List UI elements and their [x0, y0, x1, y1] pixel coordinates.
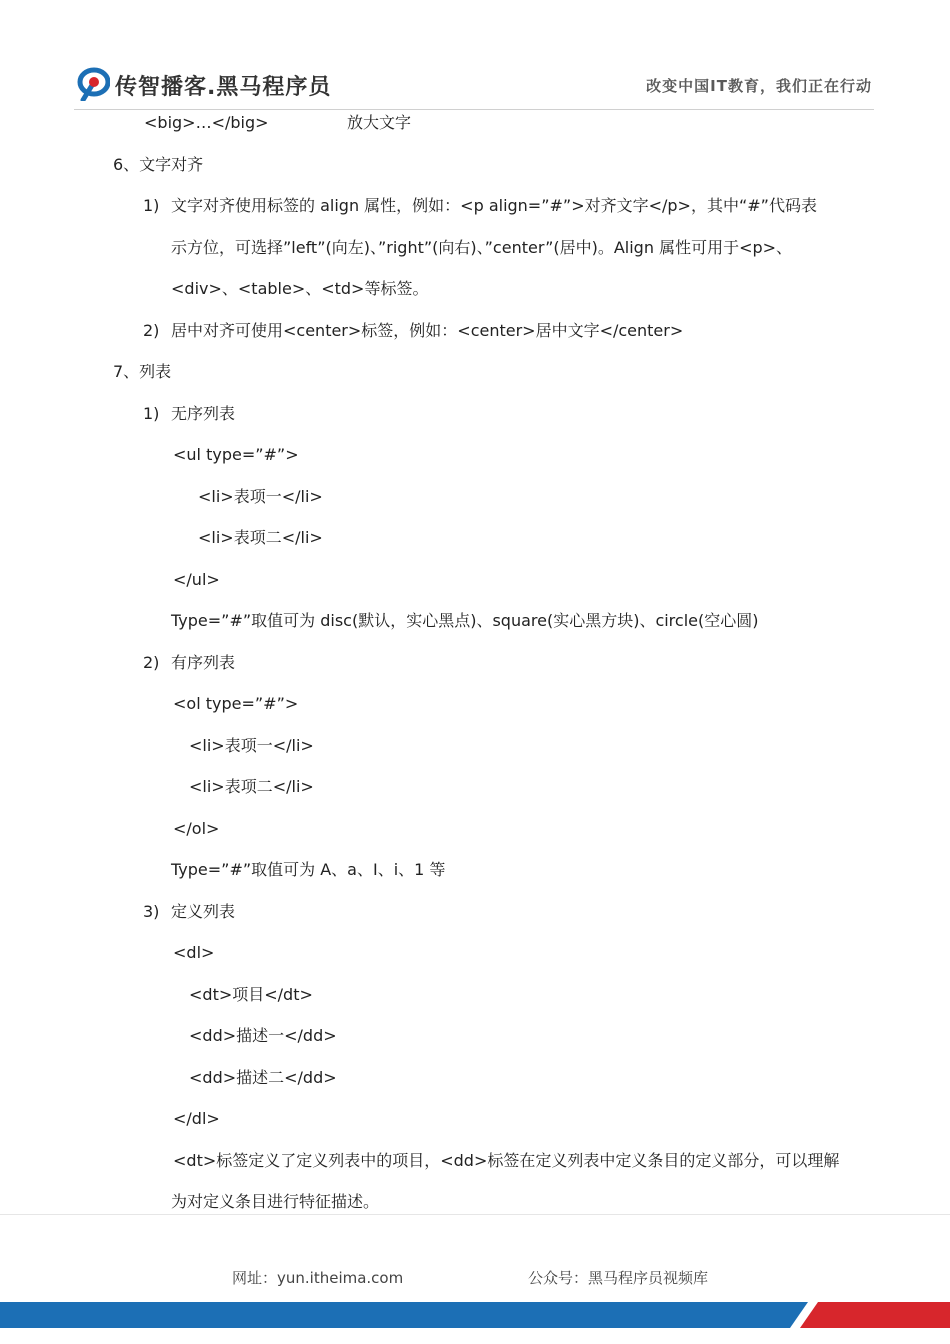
item-number: 1) — [143, 196, 160, 215]
code-line: <dd>描述一</dd> — [189, 1026, 337, 1045]
footer-website: 网址：yun.itheima.com — [232, 1269, 404, 1287]
paragraph-line: Type=”#”取值可为 A、a、I、i、1 等 — [171, 860, 446, 879]
paragraph-line: 文字对齐使用标签的 align 属性，例如：<p align=”#”>对齐文字</p>，其中“#”代码表 — [171, 196, 817, 215]
code-line: <li>表项二</li> — [189, 777, 314, 796]
code-line: <big>…</big> — [144, 113, 269, 132]
paragraph-line: <dt>标签定义了定义列表中的项目，<dd>标签在定义列表中定义条目的定义部分，可以理解 — [173, 1151, 840, 1170]
code-line: <ol type=”#”> — [173, 694, 299, 713]
footer-wechat: 公众号：黑马程序员视频库 — [528, 1269, 709, 1287]
paragraph-line: 示方位，可选择”left”(向左)、”right”(向右)、”center”(居中)。Align 属性可用于<p>、 — [171, 238, 793, 257]
code-line: <ul type=”#”> — [173, 445, 299, 464]
code-line: <li>表项一</li> — [198, 487, 323, 506]
subsection-title: 定义列表 — [171, 902, 236, 921]
code-line: </ol> — [173, 819, 220, 838]
brand-name: 传智播客.黑马程序员 — [115, 75, 332, 100]
code-line: <li>表项二</li> — [198, 528, 323, 547]
section-heading: 7、列表 — [113, 362, 172, 381]
item-number: 1) — [143, 404, 160, 423]
brand-slogan: 改变中国IT教育，我们正在行动 — [646, 77, 872, 95]
item-number: 2) — [143, 321, 160, 340]
description-text: 放大文字 — [347, 113, 412, 132]
code-line: <li>表项一</li> — [189, 736, 314, 755]
code-line: <dl> — [173, 943, 215, 962]
paragraph-line: 为对定义条目进行特征描述。 — [171, 1192, 380, 1211]
section-heading: 6、文字对齐 — [113, 155, 204, 174]
paragraph-line: Type=”#”取值可为 disc(默认，实心黑点)、square(实心黑方块)、circle(空心圆) — [171, 611, 759, 630]
subsection-title: 有序列表 — [171, 653, 236, 672]
code-line: <dd>描述二</dd> — [189, 1068, 337, 1087]
paragraph-line: 居中对齐可使用<center>标签，例如：<center>居中文字</center> — [171, 321, 684, 340]
code-line: </ul> — [173, 570, 220, 589]
item-number: 3) — [143, 902, 160, 921]
footer-stripe — [0, 1300, 950, 1344]
item-number: 2) — [143, 653, 160, 672]
paragraph-line: <div>、<table>、<td>等标签。 — [171, 279, 429, 298]
code-line: </dl> — [173, 1109, 220, 1128]
footer-divider — [0, 1214, 950, 1215]
code-line: <dt>项目</dt> — [189, 985, 313, 1004]
subsection-title: 无序列表 — [171, 404, 236, 423]
